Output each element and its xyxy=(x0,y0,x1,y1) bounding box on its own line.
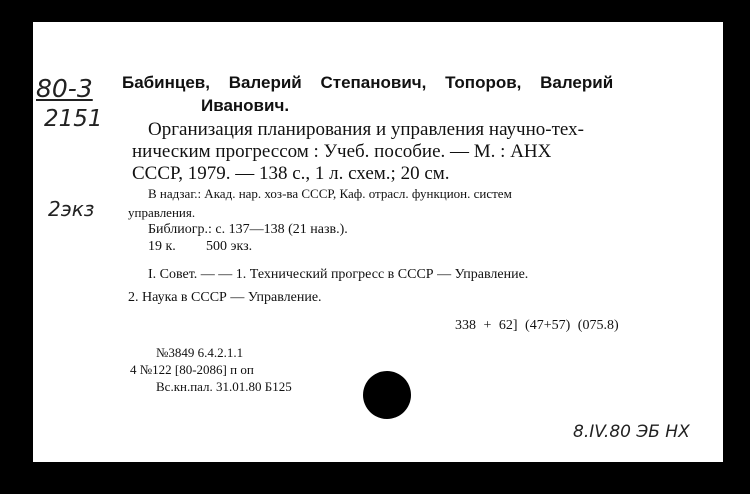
order-number: №3849 6.4.2.1.1 xyxy=(156,345,244,360)
subjects-line-1: I. Совет. — — 1. Технический прогресс в СССР — Управление. xyxy=(148,267,529,282)
note-line-2: управления. xyxy=(128,205,196,220)
note-line-1: В надзаг.: Акад. нар. хоз-ва СССР, Каф. отрасл. функцион. систем xyxy=(148,186,512,201)
registry-stamp: Вс.кн.пал. 31.01.80 Б125 xyxy=(156,379,292,394)
title-line-2: ническим прогрессом : Учеб. пособие. — М. : АНХ xyxy=(132,141,552,162)
authors-line-1: Бабинцев, Валерий Степанович, Топоров, Валерий xyxy=(122,73,614,92)
title-line-1: Организация планирования и управления научно-тех- xyxy=(148,119,584,140)
punch-hole xyxy=(363,371,411,419)
handwritten-footer-note: 8.IV.80 ЭБ НХ xyxy=(573,422,690,442)
catalog-card xyxy=(33,22,723,462)
title-line-3: СССР, 1979. — 138 с., 1 л. схем.; 20 см. xyxy=(132,163,450,184)
handwritten-shelf-number: 2151 xyxy=(44,106,103,132)
scan-border-bottom xyxy=(0,462,750,494)
subjects-line-2: 2. Наука в СССР — Управление. xyxy=(128,290,322,305)
handwritten-copies: 2экз xyxy=(48,197,95,221)
classification-index: 338 + 62] (47+57) (075.8) xyxy=(455,318,619,333)
scan-border-top xyxy=(0,0,750,22)
catalog-reference: 4 №122 [80-2086] п оп xyxy=(130,362,254,377)
handwritten-shelf-code: 80-3 xyxy=(36,74,93,103)
bibliography: Библиогр.: с. 137—138 (21 назв.). xyxy=(148,222,348,237)
print-run: 500 экз. xyxy=(206,239,253,254)
authors-line-2: Иванович. xyxy=(201,96,290,115)
price: 19 к. xyxy=(148,239,176,254)
